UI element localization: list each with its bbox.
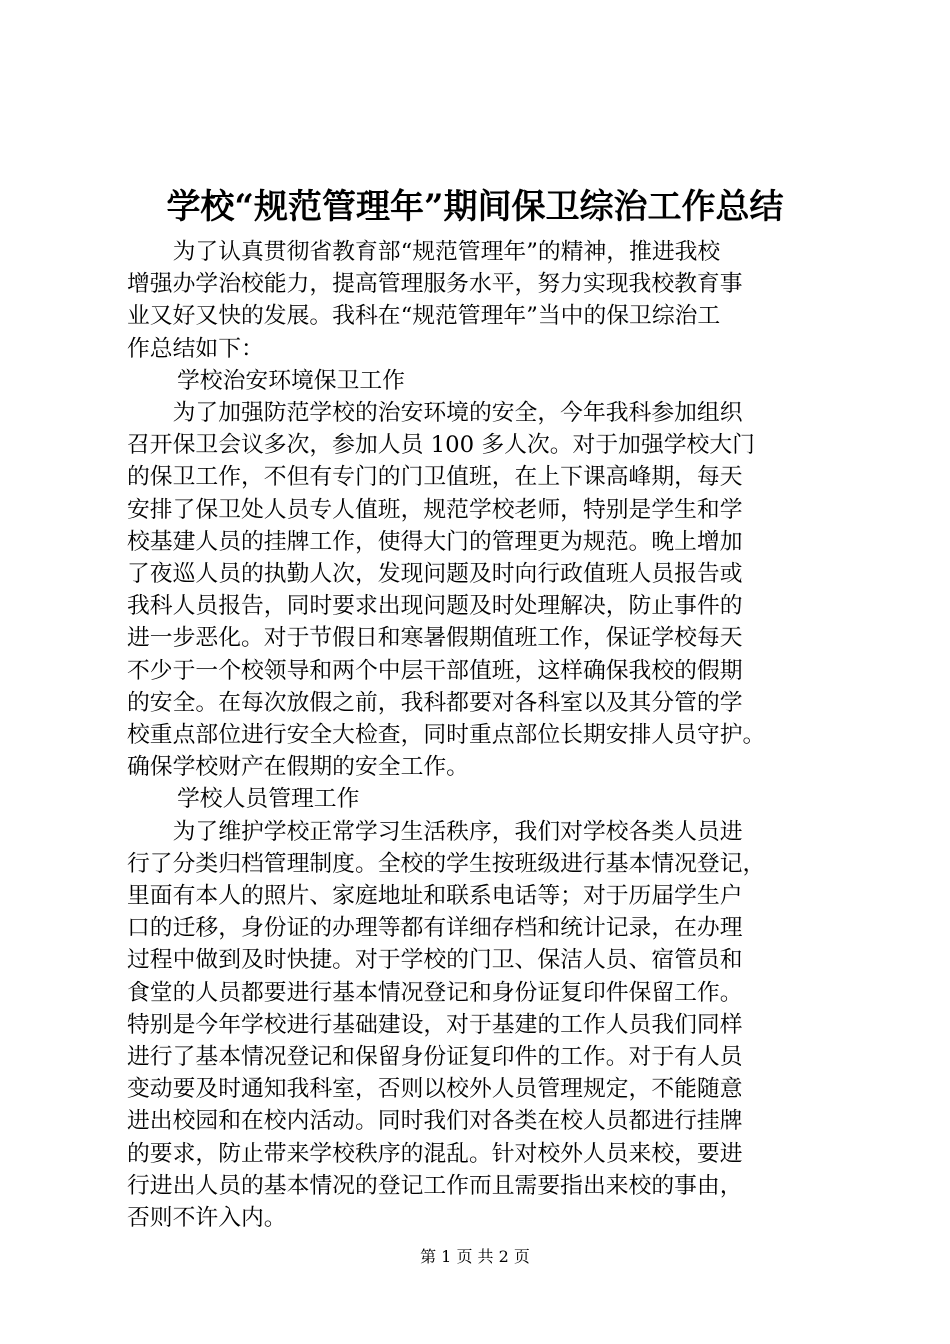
section-body-security: 为了加强防范学校的治安环境的安全，今年我科参加组织 召开保卫会议多次，参加人员 100 多人次。对于加强学校大门 的保卫工作，不但有专门的门卫值班，在上下课高峰期，每天 安排了保卫处人员专人值班，规范学校老师，特别是学生和学 校基建人员的挂牌工作，使得大门的管理更为规范。晚上增加 了夜巡人员的执勤人次，发现问题及时向行政值班人员报告或 我科人员报告，同时要求出现问题及时处理解决，防止事件的 进一步恶化。对于节假日和寒暑假期值班工作，保证学校每天 不少于一个校领导和两个中层干部值班，这样确保我校的假期 的安全。在每次放假之前，我科都要对各科室以及其分管的学 校重点部位进行安全大检查，同时重点部位长期安排人员守护。 确保学校财产在假期的安全工作。 xyxy=(127,400,766,781)
page-number: 第 1 页 共 2 页 xyxy=(420,1247,530,1266)
section-heading-security: 学校治安环境保卫工作 xyxy=(177,367,405,394)
intro-paragraph: 为了认真贯彻省教育部“规范管理年”的精神，推进我校 增强办学治校能力，提高管理服务水平，努力实现我校教育事 业又好又快的发展。我科在“规范管理年”当中的保卫综治工 作总结如下： xyxy=(127,239,743,362)
document-body xyxy=(127,236,825,1234)
section-body-personnel: 为了维护学校正常学习生活秩序，我们对学校各类人员进 行了分类归档管理制度。全校的学生按班级进行基本情况登记， 里面有本人的照片、家庭地址和联系电话等；对于历届学生户 口的迁移，身份证的办理等都有详细存档和统计记录，在办理 过程中做到及时快捷。对于学校的门卫、保洁人员、宿管员和 食堂的人员都要进行基本情况登记和身份证复印件保留工作。 特别是今年学校进行基础建设，对于基建的工作人员我们同样 进行了基本情况登记和保留身份证复印件的工作。对于有人员 变动要及时通知我科室，否则以校外人员管理规定，不能随意 进出校园和在校内活动。同时我们对各类在校人员都进行挂牌 的要求，防止带来学校秩序的混乱。针对校外人员来校，要进 行进出人员的基本情况的登记工作而且需要指出来校的事由， 否则不许入内。 xyxy=(127,818,766,1232)
document-title: 学校“规范管理年”期间保卫综治工作总结 xyxy=(166,187,784,227)
section-heading-personnel: 学校人员管理工作 xyxy=(177,786,360,813)
